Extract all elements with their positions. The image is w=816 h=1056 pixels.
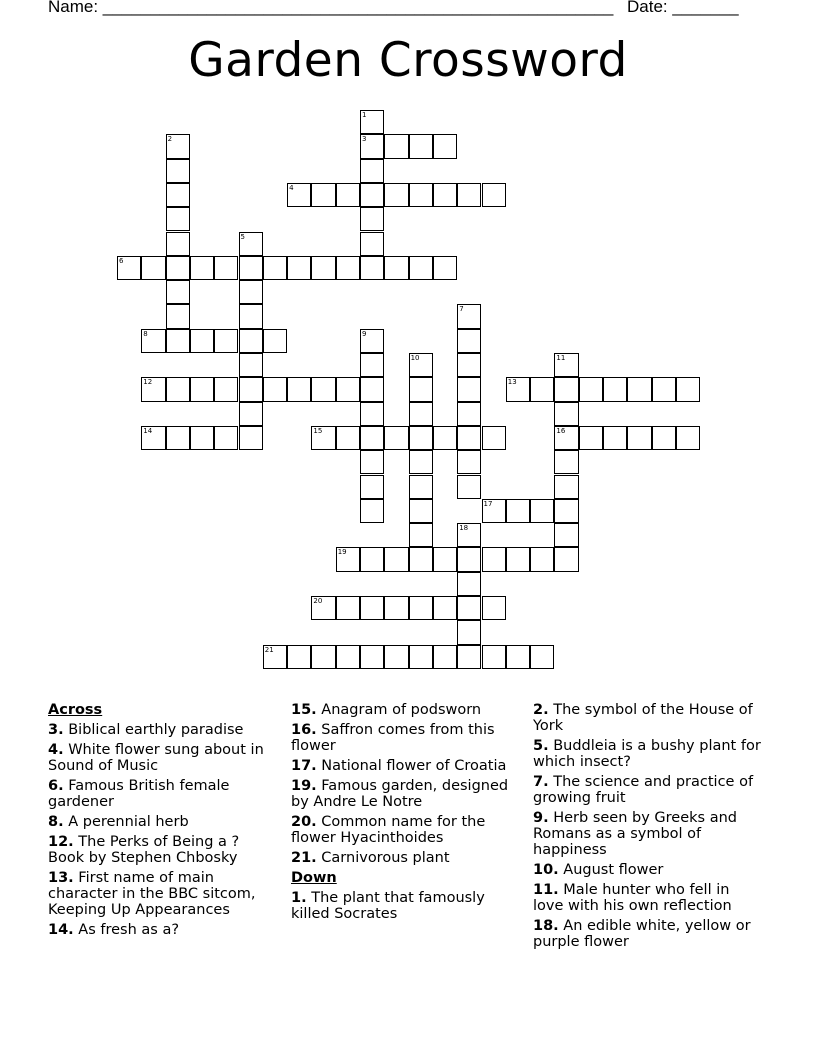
grid-cell[interactable] [482,426,506,450]
grid-cell[interactable] [360,475,384,499]
grid-cell[interactable] [360,353,384,377]
clue-text: As fresh as a? [73,922,180,938]
grid-cell[interactable] [530,645,554,669]
clue-number-label: 3. [48,722,64,738]
clue-number: 12 [143,378,153,387]
clue-number-label: 6. [48,778,64,794]
clue-text: Famous garden, designed by Andre Le Notre [291,778,509,810]
clue-item [533,702,763,734]
grid-cell[interactable] [409,353,433,377]
clue-text: An edible white, yellow or purple flower [533,918,751,950]
grid-cell[interactable] [360,377,384,401]
grid-cell[interactable] [360,159,384,183]
grid-cell[interactable] [311,645,335,669]
grid-cell[interactable] [433,596,457,620]
clue-number: 9 [362,329,367,338]
grid-cell[interactable] [239,426,263,450]
clue-number-label: 13. [48,870,74,886]
grid-cell[interactable] [409,475,433,499]
grid-cell[interactable] [166,183,190,207]
clue-item [291,702,523,718]
grid-cell[interactable] [652,426,676,450]
grid-cell[interactable] [409,596,433,620]
clue-item [291,778,523,810]
grid-cell[interactable] [409,645,433,669]
clue-text: White flower sung about in Sound of Music [48,742,264,774]
clue-item [48,742,278,774]
grid-cell[interactable] [409,134,433,158]
grid-cell[interactable] [141,426,165,450]
clue-text: National flower of Croatia [316,758,507,774]
clue-text: Herb seen by Greeks and Romans as a symbol of happiness [533,810,737,858]
grid-cell[interactable] [482,596,506,620]
clue-number: 18 [459,524,469,533]
grid-cell[interactable] [433,183,457,207]
clue-text: A perennial herb [63,814,189,830]
grid-cell[interactable] [263,329,287,353]
grid-cell[interactable] [287,256,311,280]
grid-cell[interactable] [166,207,190,231]
clue-item [48,778,278,810]
clue-text: The plant that famously killed Socrates [291,890,485,922]
clue-number: 11 [556,354,566,362]
grid-cell[interactable] [287,377,311,401]
grid-cell[interactable] [457,620,481,644]
grid-cell[interactable] [166,256,190,280]
grid-cell[interactable] [214,329,238,353]
clues-column-3 [533,702,763,954]
clue-number: 3 [362,135,367,144]
clue-item [533,738,763,770]
grid-cell[interactable] [457,426,481,450]
grid-cell[interactable] [336,256,360,280]
grid-cell[interactable] [457,572,481,596]
grid-cell[interactable] [530,547,554,571]
grid-cell[interactable] [311,256,335,280]
grid-cell[interactable] [360,134,384,158]
grid-cell[interactable] [579,377,603,401]
date-field-label: Date: _______ [627,0,739,16]
grid-cell[interactable] [409,183,433,207]
clue-text: The symbol of the House of York [533,702,753,734]
clue-number-label: 15. [291,702,317,718]
grid-cell[interactable] [239,304,263,328]
grid-cell[interactable] [190,426,214,450]
clues-column-2 [291,702,523,926]
clue-number-label: 18. [533,918,559,934]
clue-number-label: 19. [291,778,317,794]
clue-number-label: 14. [48,922,74,938]
grid-cell[interactable] [433,645,457,669]
clue-number: 2 [167,135,173,144]
clue-number: 13 [507,378,517,387]
clue-number-label: 20. [291,814,317,830]
down-clue-list-continued [533,702,763,950]
grid-cell[interactable] [457,304,481,328]
clue-number-label: 16. [291,722,317,738]
grid-cell[interactable] [554,499,578,523]
grid-cell[interactable] [360,402,384,426]
across-header: Across [48,702,103,718]
grid-cell[interactable] [360,450,384,474]
clue-number: 10 [410,354,420,362]
grid-cell[interactable] [384,183,408,207]
grid-cell[interactable] [530,377,554,401]
grid-cell[interactable] [384,256,408,280]
grid-cell[interactable] [214,426,238,450]
grid-cell[interactable] [166,159,190,183]
grid-cell[interactable] [263,256,287,280]
grid-cell[interactable] [457,450,481,474]
clue-item [291,890,523,922]
clue-number: 7 [459,305,464,314]
grid-cell[interactable] [239,329,263,353]
clue-item [291,758,523,774]
clue-number-label: 10. [533,862,559,878]
grid-cell[interactable] [676,377,700,401]
name-field-label: Name: ______________________________________________________ [48,0,614,16]
grid-cell[interactable] [360,426,384,450]
clue-number: 20 [313,597,323,605]
clue-text: Anagram of podsworn [316,702,482,718]
clue-number: 5 [240,232,245,241]
grid-cell[interactable] [627,426,651,450]
clue-number-label: 4. [48,742,64,758]
clue-number: 21 [264,645,274,654]
grid-cell[interactable] [627,377,651,401]
grid-cell[interactable] [239,402,263,426]
grid-cell[interactable] [482,547,506,571]
clue-number-label: 17. [291,758,317,774]
clue-number: 8 [143,329,148,338]
grid-cell[interactable] [409,547,433,571]
grid-cell[interactable] [190,256,214,280]
grid-cell[interactable] [482,499,506,523]
down-header: Down [291,870,337,886]
clue-text: The science and practice of growing fruit [533,774,754,806]
clue-number: 1 [362,111,367,119]
grid-cell[interactable] [141,377,165,401]
clue-item [291,850,523,866]
grid-cell[interactable] [433,426,457,450]
grid-cell[interactable] [506,547,530,571]
clue-item [291,722,523,754]
grid-cell[interactable] [384,134,408,158]
grid-cell[interactable] [676,426,700,450]
clue-item [291,814,523,846]
grid-cell[interactable] [360,329,384,353]
clue-number-label: 12. [48,834,74,850]
grid-cell[interactable] [457,183,481,207]
clue-item [533,862,763,878]
clue-text: Buddleia is a bushy plant for which insect? [533,738,761,770]
grid-cell[interactable] [239,377,263,401]
clue-number-label: 2. [533,702,549,718]
clue-item [533,918,763,950]
clue-item [48,870,278,918]
grid-cell[interactable] [263,645,287,669]
clue-text: Saffron comes from this flower [291,722,495,754]
grid-cell[interactable] [311,377,335,401]
grid-cell[interactable] [433,256,457,280]
grid-cell[interactable] [409,426,433,450]
grid-cell[interactable] [360,110,384,134]
grid-cell[interactable] [360,183,384,207]
clue-text: Common name for the flower Hyacinthoides [291,814,486,846]
grid-cell[interactable] [652,377,676,401]
grid-cell[interactable] [287,645,311,669]
grid-cell[interactable] [336,183,360,207]
grid-cell[interactable] [384,596,408,620]
clue-number-label: 8. [48,814,64,830]
clue-text: Famous British female gardener [48,778,230,810]
grid-cell[interactable] [433,547,457,571]
grid-cell[interactable] [554,353,578,377]
grid-cell[interactable] [117,256,141,280]
grid-cell[interactable] [482,183,506,207]
grid-cell[interactable] [457,475,481,499]
clue-item [48,834,278,866]
clue-number: 15 [313,426,323,435]
grid-cell[interactable] [336,645,360,669]
grid-cell[interactable] [554,475,578,499]
clue-number-label: 9. [533,810,549,826]
page-title: Garden Crossword [188,33,628,88]
grid-cell[interactable] [506,377,530,401]
clue-number-label: 5. [533,738,549,754]
grid-cell[interactable] [554,523,578,547]
grid-cell[interactable] [360,596,384,620]
clues-column-1 [48,702,278,942]
down-clue-list [291,890,523,922]
clue-item [533,810,763,858]
grid-cell[interactable] [409,256,433,280]
clue-text: Biblical earthly paradise [63,722,244,738]
grid-cell[interactable] [384,645,408,669]
grid-cell[interactable] [457,645,481,669]
grid-cell[interactable] [409,523,433,547]
grid-cell[interactable] [554,450,578,474]
clue-number: 19 [337,548,347,557]
grid-cell[interactable] [336,377,360,401]
grid-cell[interactable] [166,377,190,401]
grid-cell[interactable] [287,183,311,207]
grid-cell[interactable] [384,547,408,571]
grid-cell[interactable] [166,304,190,328]
grid-cell[interactable] [482,645,506,669]
clue-number: 17 [483,499,493,508]
grid-cell[interactable] [603,426,627,450]
clue-text: Male hunter who fell in love with his own reflection [533,882,732,914]
grid-cell[interactable] [360,645,384,669]
grid-cell[interactable] [457,402,481,426]
grid-cell[interactable] [579,426,603,450]
grid-cell[interactable] [603,377,627,401]
grid-cell[interactable] [457,523,481,547]
clue-text: Carnivorous plant [316,850,450,866]
grid-cell[interactable] [554,547,578,571]
grid-cell[interactable] [190,377,214,401]
grid-cell[interactable] [166,426,190,450]
grid-cell[interactable] [506,499,530,523]
clue-item [48,722,278,738]
clue-text: First name of main character in the BBC sitcom, Keeping Up Appearances [48,870,256,918]
clue-number-label: 7. [533,774,549,790]
grid-cell[interactable] [409,499,433,523]
grid-cell[interactable] [239,353,263,377]
grid-cell[interactable] [166,134,190,158]
grid-cell[interactable] [336,596,360,620]
grid-cell[interactable] [457,547,481,571]
clue-number: 14 [143,426,153,435]
clue-text: The Perks of Being a ? Book by Stephen Chbosky [48,834,240,866]
clue-text: August flower [558,862,664,878]
grid-cell[interactable] [141,329,165,353]
grid-cell[interactable] [530,499,554,523]
grid-cell[interactable] [214,256,238,280]
grid-cell[interactable] [360,547,384,571]
grid-cell[interactable] [433,134,457,158]
across-clue-list-continued [291,702,523,866]
grid-cell[interactable] [311,426,335,450]
grid-cell[interactable] [311,183,335,207]
grid-cell[interactable] [263,377,287,401]
grid-cell[interactable] [409,450,433,474]
grid-cell[interactable] [384,426,408,450]
across-clue-list [48,722,278,938]
grid-cell[interactable] [360,232,384,256]
grid-cell[interactable] [336,426,360,450]
grid-cell[interactable] [166,329,190,353]
grid-cell[interactable] [506,645,530,669]
grid-cell[interactable] [239,280,263,304]
grid-cell[interactable] [360,207,384,231]
grid-cell[interactable] [239,256,263,280]
grid-cell[interactable] [554,377,578,401]
clue-number: 16 [556,426,566,435]
grid-cell[interactable] [457,329,481,353]
clue-number: 6 [119,256,124,265]
grid-cell[interactable] [360,256,384,280]
grid-cell[interactable] [457,377,481,401]
grid-cell[interactable] [141,256,165,280]
grid-cell[interactable] [214,377,238,401]
grid-cell[interactable] [409,377,433,401]
grid-cell[interactable] [190,329,214,353]
clue-item [533,774,763,806]
grid-cell[interactable] [457,353,481,377]
grid-cell[interactable] [239,232,263,256]
grid-cell[interactable] [554,402,578,426]
clue-item [48,814,278,830]
grid-cell[interactable] [311,596,335,620]
clue-item [533,882,763,914]
clue-number-label: 11. [533,882,559,898]
clue-number-label: 21. [291,850,317,866]
grid-cell[interactable] [336,547,360,571]
grid-cell[interactable] [360,499,384,523]
clue-number-label: 1. [291,890,307,906]
grid-cell[interactable] [166,280,190,304]
grid-cell[interactable] [166,232,190,256]
grid-cell[interactable] [457,596,481,620]
grid-cell[interactable] [409,402,433,426]
clue-item [48,922,278,938]
grid-cell[interactable] [554,426,578,450]
clue-number: 4 [289,183,294,192]
